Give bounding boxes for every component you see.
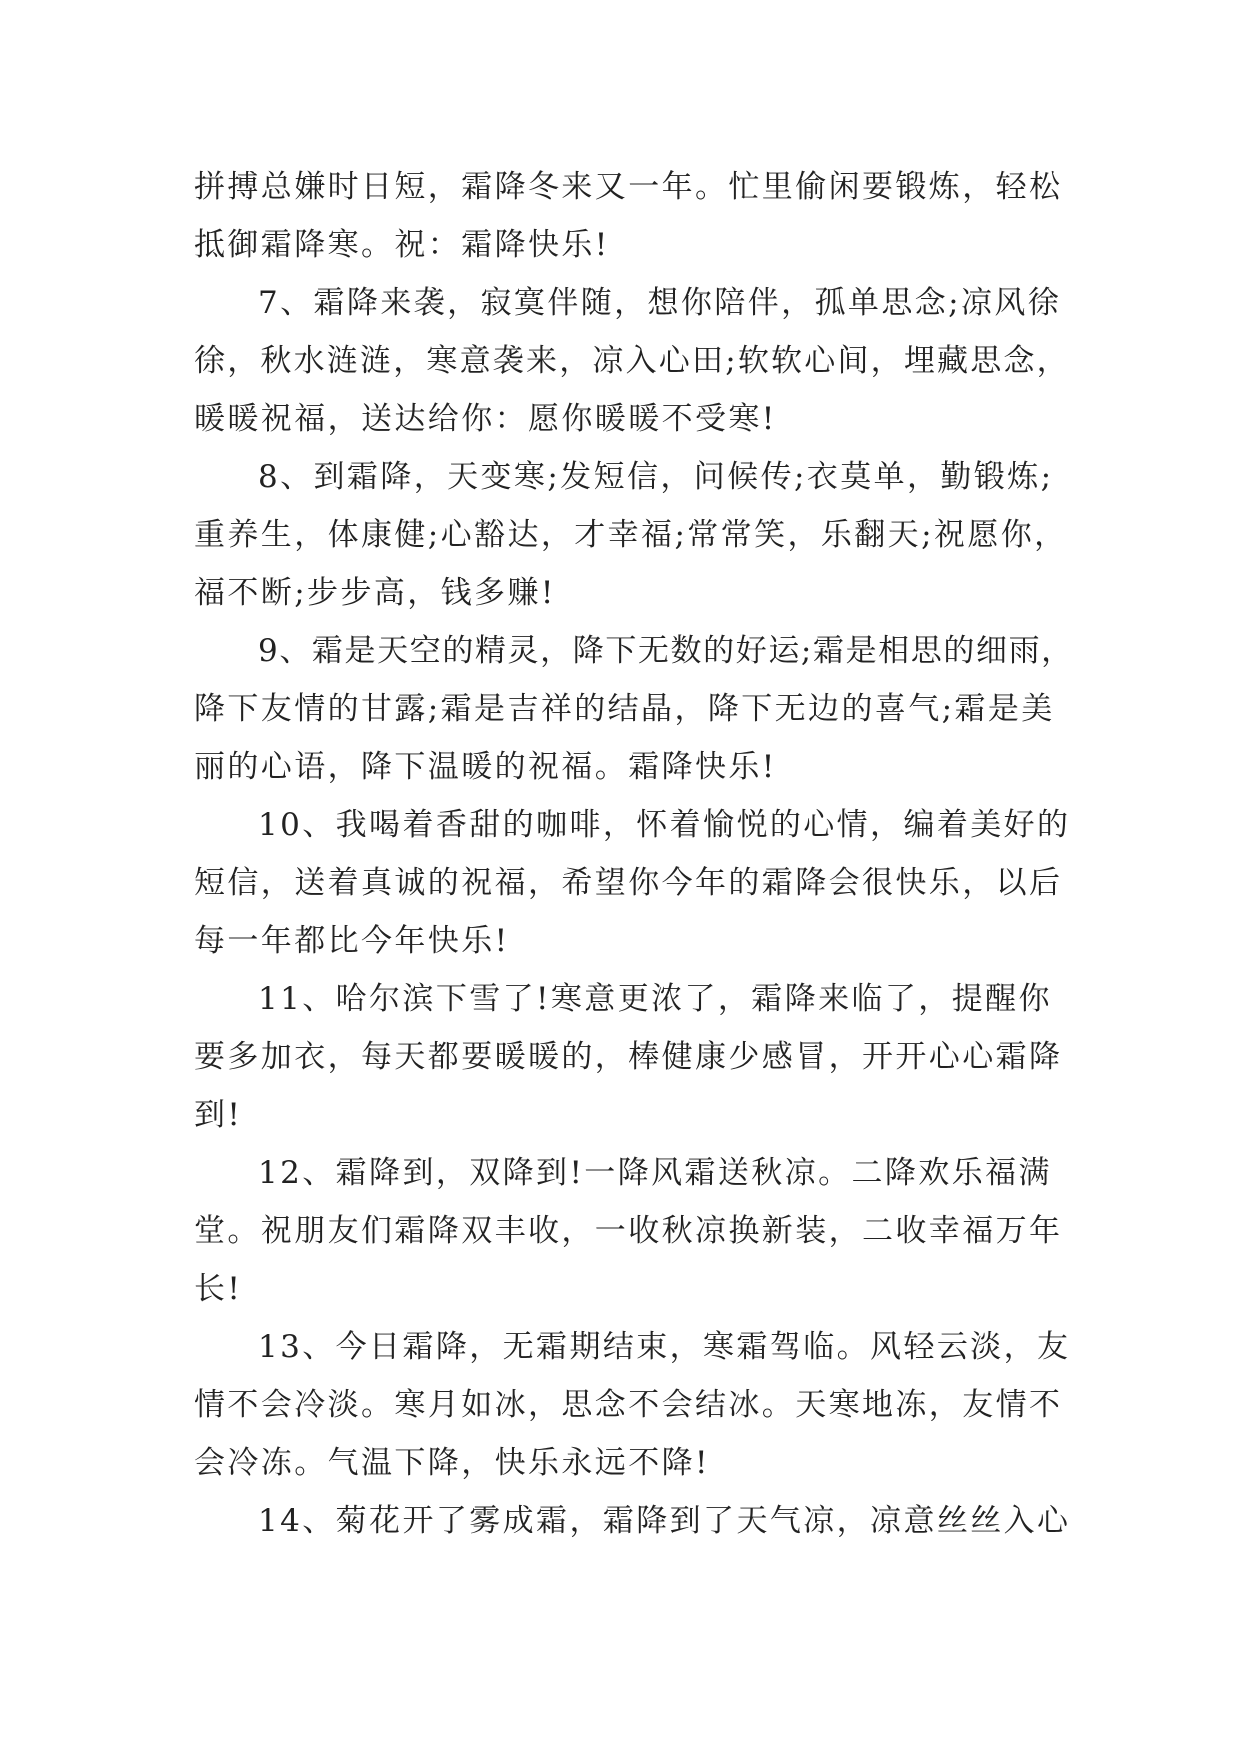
text-line: 抵御霜降寒。祝：霜降快乐! [194, 227, 610, 263]
paragraph [194, 158, 1074, 274]
text-line: 降下友情的甘露;霜是吉祥的结晶，降下无边的喜气;霜是美 [194, 691, 1055, 727]
text-line: 短信，送着真诚的祝福，希望你今年的霜降会很快乐，以后 [194, 865, 1063, 901]
text-line: 重养生，体康健;心豁达，才幸福;常常笑，乐翻天;祝愿你， [194, 517, 1068, 553]
text-line: 拼搏总嫌时日短，霜降冬来又一年。忙里偷闲要锻炼，轻松 [194, 169, 1063, 205]
text-line: 9、霜是天空的精灵，降下无数的好运;霜是相思的细雨， [258, 633, 1074, 669]
text-line: 堂。祝朋友们霜降双丰收，一收秋凉换新装，二收幸福万年 [194, 1213, 1063, 1249]
text-line: 要多加衣，每天都要暖暖的，棒健康少感冒，开开心心霜降 [194, 1039, 1063, 1075]
text-line: 每一年都比今年快乐! [194, 923, 510, 959]
text-line: 丽的心语，降下温暖的祝福。霜降快乐! [194, 749, 777, 785]
text-line: 13、今日霜降，无霜期结束，寒霜驾临。风轻云淡，友 [258, 1329, 1071, 1365]
text-line: 情不会冷淡。寒月如冰，思念不会结冰。天寒地冻，友情不 [194, 1387, 1063, 1423]
text-line: 10、我喝着香甜的咖啡，怀着愉悦的心情，编着美好的 [258, 807, 1071, 843]
text-line: 7、霜降来袭，寂寞伴随，想你陪伴，孤单思念;凉风徐 [258, 285, 1062, 321]
paragraph [194, 274, 1074, 448]
text-line: 暖暖祝福，送达给你：愿你暖暖不受寒! [194, 401, 777, 437]
text-line: 长! [194, 1271, 243, 1307]
text-line: 到! [194, 1097, 243, 1133]
paragraph [194, 1144, 1074, 1318]
paragraph [194, 1318, 1074, 1492]
text-line: 福不断;步步高，钱多赚! [194, 575, 556, 611]
paragraph [194, 448, 1074, 622]
text-line: 12、霜降到，双降到!一降风霜送秋凉。二降欢乐福满 [258, 1155, 1052, 1191]
text-line: 8、到霜降，天变寒;发短信，问候传;衣莫单，勤锻炼; [258, 459, 1054, 495]
text-line: 14、菊花开了雾成霜，霜降到了天气凉，凉意丝丝入心 [258, 1503, 1071, 1539]
paragraph [194, 970, 1074, 1144]
text-line: 会冷冻。气温下降，快乐永远不降! [194, 1445, 710, 1481]
text-line: 徐，秋水涟涟，寒意袭来，凉入心田;软软心间，埋藏思念， [194, 343, 1070, 379]
paragraph [194, 796, 1074, 970]
text-line: 11、哈尔滨下雪了!寒意更浓了，霜降来临了，提醒你 [258, 981, 1052, 1017]
paragraph [194, 1492, 1074, 1550]
document-body [194, 158, 1074, 1550]
paragraph [194, 622, 1074, 796]
